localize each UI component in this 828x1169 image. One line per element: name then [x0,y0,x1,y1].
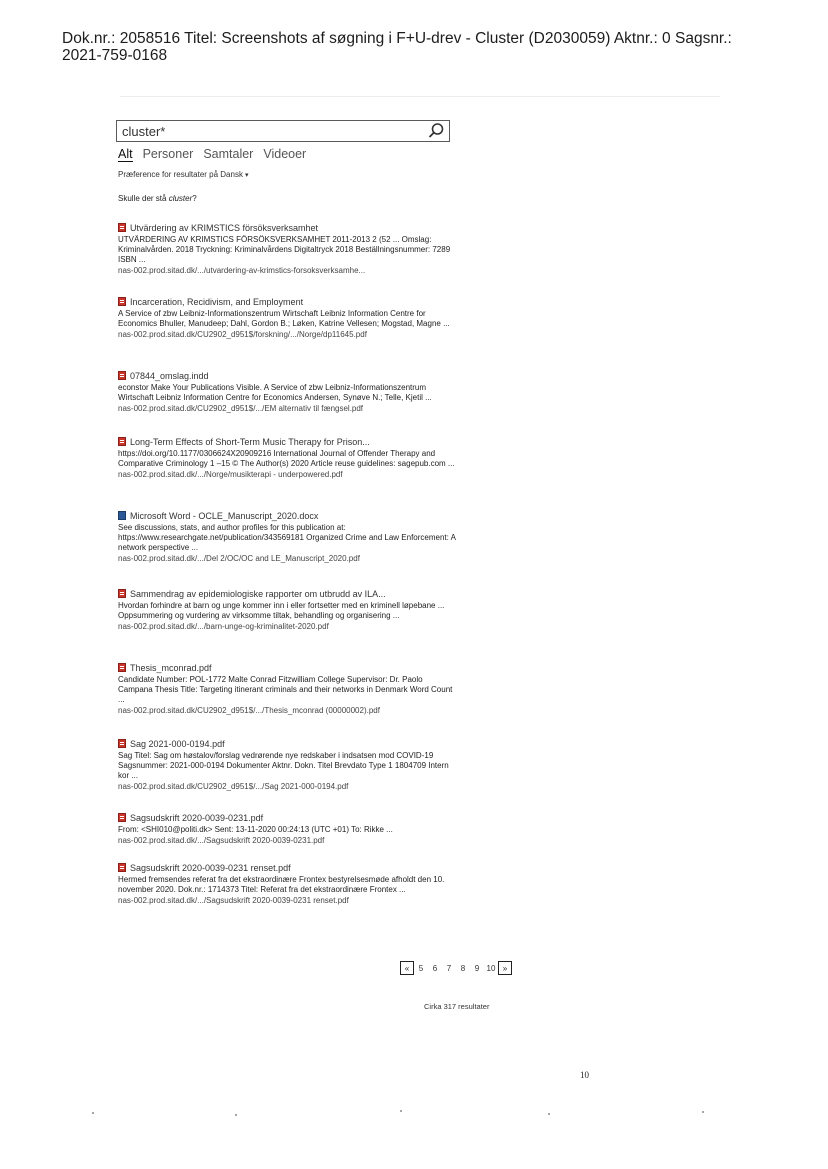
result-snippet: econstor Make Your Publications Visible. A Service of zbw Leibniz-Informationszentrum Wirtschaft Leibniz Information Centre for Economics Andersen, Synøve N.; Telle, Kjetil ... [118,383,432,402]
result-snippet: Sag Titel: Sag om høstalov/forslag vedrørende nye redskaber i indsatsen mod COVID-19 Sagsnummer: 2021-000-0194 Dokumenter Aktnr. Dokn. Titel Brevdato Type 1 1804709 Intern kor ... [118,751,449,780]
tab-people[interactable]: Personer [142,147,194,161]
result-title-link[interactable]: Sag 2021-000-0194.pdf [130,738,225,749]
did-you-mean-prefix: Skulle der stå [118,194,169,203]
scan-speck [702,1111,704,1113]
result-url: nas-002.prod.sitad.dk/.../utvardering-av-krimstics-forsoksverksamhe... [118,266,366,275]
scan-speck [548,1113,550,1115]
pdf-icon [118,371,126,380]
pager-page[interactable]: 6 [432,963,438,973]
pdf-icon [118,437,126,446]
search-result[interactable] [118,510,458,564]
result-url: nas-002.prod.sitad.dk/CU2902_d951$/.../Sag 2021-000-0194.pdf [118,782,349,791]
tab-videos[interactable]: Videoer [263,147,307,161]
scan-divider [120,96,720,97]
result-title-link[interactable]: Long-Term Effects of Short-Term Music Therapy for Prison... [130,436,370,447]
result-title-row [118,510,458,521]
did-you-mean [118,194,197,203]
result-title-row [118,296,458,307]
result-title-row [118,662,458,673]
search-result[interactable] [118,738,458,792]
result-url: nas-002.prod.sitad.dk/.../Sagsudskrift 2020-0039-0231 renset.pdf [118,896,349,905]
pdf-icon [118,223,126,232]
page-number: 10 [580,1070,589,1080]
tab-conversations[interactable]: Samtaler [203,147,254,161]
result-snippet: https://doi.org/10.1177/0306624X20909216 International Journal of Offender Therapy and Comparative Criminology 1 –15 © The Author(s) 2020 Article reuse guidelines: sagepub.com ... [118,449,455,468]
result-snippet: Candidate Number: POL-1772 Malte Conrad Fitzwilliam College Supervisor: Dr. Paolo Campana Thesis Title: Targeting itinerant criminals and their networks in Denmark Word Count ... [118,675,453,704]
search-result[interactable] [118,370,458,414]
search-tabs [118,147,306,162]
result-title-link[interactable]: Sammendrag av epidemiologiske rapporter om utbrudd av ILA... [130,588,386,599]
result-url: nas-002.prod.sitad.dk/CU2902_d951$/forskning/.../Norge/dp11645.pdf [118,330,367,339]
result-count: Cirka 317 resultater [424,1002,490,1011]
result-snippet: See discussions, stats, and author profiles for this publication at: https://www.researchgate.net/publication/343569181 Organized Crime and Law Enforcement: A network perspective ... [118,523,456,552]
result-url: nas-002.prod.sitad.dk/.../Del 2/OC/OC and LE_Manuscript_2020.pdf [118,554,360,563]
result-url: nas-002.prod.sitad.dk/.../barn-unge-og-kriminalitet-2020.pdf [118,622,329,631]
result-url: nas-002.prod.sitad.dk/CU2902_d951$/.../Thesis_mconrad (00000002).pdf [118,706,380,715]
result-title-link[interactable]: 07844_omslag.indd [130,370,209,381]
search-result[interactable] [118,662,458,716]
document-header-line2: 2021-759-0168 [62,47,168,64]
did-you-mean-term[interactable]: cluster [168,194,193,203]
result-snippet: UTVÄRDERING AV KRIMSTICS FÖRSÖKSVERKSAMHET 2011-2013 2 (52 ... Omslag: Kriminalvården. 2018 Tryckning: Kriminalvårdens Digitaltryck 2018 Beställningsnummer: 7289 ISBN ... [118,235,451,264]
result-title-link[interactable]: Thesis_mconrad.pdf [130,662,212,673]
search-box[interactable] [116,120,450,142]
language-preference-label: Præference for resultater på Dansk [118,170,243,179]
result-snippet: Hermed fremsendes referat fra det ekstraordinære Frontex bestyrelsesmøde afholdt den 10. november 2020. Dok.nr.: 1714373 Titel: Referat fra det ekstraordinære Frontex ... [118,875,445,894]
result-title-row [118,862,458,873]
search-result[interactable] [118,862,458,906]
scan-speck [92,1112,94,1114]
result-title-row [118,812,458,823]
scan-speck [400,1110,402,1112]
result-title-link[interactable]: Utvärdering av KRIMSTICS försöksverksamhet [130,222,319,233]
result-url: nas-002.prod.sitad.dk/CU2902_d951$/.../EM alternativ til fængsel.pdf [118,404,364,413]
language-preference[interactable] [118,170,248,179]
search-result[interactable] [118,812,458,846]
doc-icon [118,511,126,520]
result-title-row [118,588,458,599]
pagination [400,961,512,975]
tab-all[interactable]: Alt [118,147,133,161]
result-title-link[interactable]: Sagsudskrift 2020-0039-0231.pdf [130,812,264,823]
search-result[interactable] [118,436,458,480]
search-icon[interactable] [427,122,445,140]
result-url: nas-002.prod.sitad.dk/.../Sagsudskrift 2020-0039-0231.pdf [118,836,325,845]
pdf-icon [118,297,126,306]
pdf-icon [118,813,126,822]
result-title-link[interactable]: Incarceration, Recidivism, and Employment [130,296,304,307]
result-title-row [118,436,458,447]
result-snippet: From: <SHI010@politi.dk> Sent: 13-11-2020 00:24:13 (UTC +01) To: Rikke ... [118,825,393,834]
did-you-mean-suffix: ? [192,194,197,203]
result-snippet: Hvordan forhindre at barn og unge kommer inn i eller fortsetter med en kriminell løpebane ... Oppsummering og vurdering av virksomme tiltak, behandling og organisering ... [118,601,445,620]
pager-page[interactable]: 5 [418,963,424,973]
document-header [62,30,802,64]
pager-prev-button[interactable]: « [400,961,414,975]
search-input[interactable] [122,123,422,139]
result-title-row [118,222,458,233]
pager-page[interactable]: 9 [474,963,480,973]
pdf-icon [118,863,126,872]
result-snippet: A Service of zbw Leibniz-Informationszentrum Wirtschaft Leibniz Information Centre for Economics Bhuller, Manudeep; Dahl, Gordon B.; Løken, Katrine Vellesen; Mogstad, Magne ... [118,309,450,328]
result-title-row [118,370,458,381]
pdf-icon [118,589,126,598]
search-result[interactable] [118,296,458,340]
pager-next-button[interactable]: » [498,961,512,975]
pager-page[interactable]: 8 [460,963,466,973]
chevron-down-icon: ▾ [244,172,249,179]
search-result[interactable] [118,222,458,276]
scan-speck [235,1114,237,1116]
pager-page[interactable]: 7 [446,963,452,973]
search-result[interactable] [118,588,458,632]
pdf-icon [118,739,126,748]
pdf-icon [118,663,126,672]
document-header-line1: Dok.nr.: 2058516 Titel: Screenshots af søgning i F+U-drev - Cluster (D2030059) Aktnr.: 0 Sagsnr.: [62,30,732,47]
pager-page[interactable]: 10 [486,963,496,973]
result-title-link[interactable]: Microsoft Word - OCLE_Manuscript_2020.docx [130,510,319,521]
result-title-row [118,738,458,749]
result-title-link[interactable]: Sagsudskrift 2020-0039-0231 renset.pdf [130,862,291,873]
result-url: nas-002.prod.sitad.dk/.../Norge/musikterapi - underpowered.pdf [118,470,343,479]
